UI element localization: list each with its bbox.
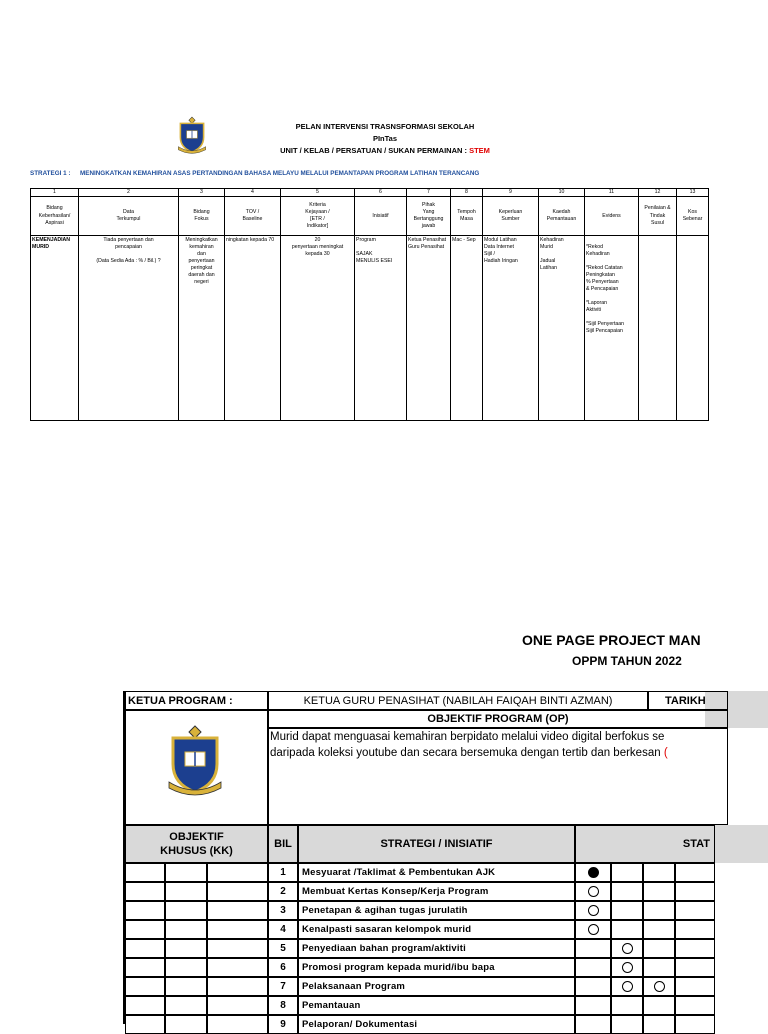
column-header: Kriteria Kejayaan / [ETR / Indikator] (281, 197, 355, 236)
status-cell (575, 939, 611, 958)
column-header: Inisiatif (355, 197, 407, 236)
strategi-label: STRATEGI 1 : (30, 170, 71, 177)
bil-cell: 5 (268, 939, 298, 958)
status-cell (643, 920, 675, 939)
empty-circle-icon (622, 981, 633, 992)
plan-table (30, 188, 709, 421)
status-cell (643, 901, 675, 920)
status-cell (611, 1015, 643, 1034)
kk-cell (125, 901, 165, 920)
status-cell (611, 882, 643, 901)
plan-cell: Kehadiran Murid Jadual Latihan (539, 236, 585, 421)
kk-cell (207, 977, 268, 996)
kk-cell (165, 958, 207, 977)
op-line-2-text: daripada koleksi youtube dan secara bersemuka dengan tertib dan berkesan (270, 747, 661, 759)
status-cell (643, 958, 675, 977)
op-line-2 (270, 745, 740, 761)
strategi-cell: Promosi program kepada murid/ibu bapa (298, 958, 575, 977)
status-cell (643, 882, 675, 901)
kk-cell (125, 920, 165, 939)
column-number: 7 (407, 189, 451, 197)
status-cell (675, 882, 715, 901)
column-header: Kos Sebenar (677, 197, 709, 236)
status-cell (575, 901, 611, 920)
plan-cell (639, 236, 677, 421)
status-cell (611, 920, 643, 939)
oppm-year: OPPM TAHUN 2022 (572, 654, 682, 668)
kk-cell (125, 863, 165, 882)
plan-cell: Meningkatkan kemahiran dan penyertaan peringkat daerah dan negeri (179, 236, 225, 421)
kk-cell (125, 958, 165, 977)
column-number: 2 (79, 189, 179, 197)
column-number: 4 (225, 189, 281, 197)
strategi-cell: Membuat Kertas Konsep/Kerja Program (298, 882, 575, 901)
column-number: 9 (483, 189, 539, 197)
status-cell (675, 1015, 715, 1034)
status-cell (643, 996, 675, 1015)
column-number: 11 (585, 189, 639, 197)
status-cell (675, 863, 715, 882)
status-cell (575, 882, 611, 901)
kk-cell (165, 863, 207, 882)
empty-circle-icon (588, 905, 599, 916)
column-header: TOV / Baseline (225, 197, 281, 236)
status-cell (611, 939, 643, 958)
kk-cell (125, 939, 165, 958)
plan-cell: ningkatan kepada 70 (225, 236, 281, 421)
filled-circle-icon (588, 867, 599, 878)
strategi-cell: Penetapan & agihan tugas jurulatih (298, 901, 575, 920)
plan-cell: Mac - Sep (451, 236, 483, 421)
status-cell (611, 863, 643, 882)
status-header: STAT (575, 825, 715, 863)
column-header: Penilaian & Tindak Susul (639, 197, 677, 236)
unit-value: STEM (469, 146, 490, 155)
empty-circle-icon (654, 981, 665, 992)
bil-cell: 6 (268, 958, 298, 977)
bil-cell: 1 (268, 863, 298, 882)
status-cell (575, 996, 611, 1015)
plan-cell: Modul Latihan Data Internet Sijil / Hadiah Iringan (483, 236, 539, 421)
column-number: 5 (281, 189, 355, 197)
column-number-row (31, 189, 709, 197)
bil-cell: 3 (268, 901, 298, 920)
strategi-cell: Pelaporan/ Dokumentasi (298, 1015, 575, 1034)
plan-unit-line (160, 146, 610, 155)
status-cell (675, 939, 715, 958)
plan-subtitle: PInTas (372, 134, 398, 143)
column-header: Kaedah Pemantauan (539, 197, 585, 236)
kk-cell (207, 901, 268, 920)
column-header: Bidang Fokus (179, 197, 225, 236)
status-cell (575, 863, 611, 882)
strategi-cell: Kenalpasti sasaran kelompok murid (298, 920, 575, 939)
plan-cell: KEMENJADIAN MURID (31, 236, 79, 421)
status-cell (643, 939, 675, 958)
column-header: Keperluan Sumber (483, 197, 539, 236)
plan-cell: *Rekod Kehadiran *Rekod Catatan Peningkatan % Penyertaan & Pencapaian *Laporan Aktiviti *Sijil Penyertaan Sijil Pencapaian (585, 236, 639, 421)
plan-cell: Tiada penyertaan dan pencapaian (Data Sedia Ada : % / Bil.) ? (79, 236, 179, 421)
kk-cell (165, 882, 207, 901)
column-number: 6 (355, 189, 407, 197)
plan-cell: 20 penyertaan meningkat kepada 30 (281, 236, 355, 421)
status-cell (575, 958, 611, 977)
column-header-row (31, 197, 709, 236)
strategi-header: STRATEGI / INISIATIF (298, 825, 575, 863)
strategi-text: MENINGKATKAN KEMAHIRAN ASAS PERTANDINGAN BAHASA MELAYU MELALUI PEMANTAPAN PROGRAM LATIHAN TERANCANG (80, 170, 480, 177)
status-cell (675, 958, 715, 977)
status-cell (675, 920, 715, 939)
oppm-sheet (123, 691, 710, 1030)
column-number: 10 (539, 189, 585, 197)
strategi-cell: Mesyuarat /Taklimat & Pembentukan AJK (298, 863, 575, 882)
kk-cell (165, 920, 207, 939)
kk-cell (207, 958, 268, 977)
status-cell (575, 977, 611, 996)
column-number: 3 (179, 189, 225, 197)
bil-cell: 2 (268, 882, 298, 901)
kk-header: OBJEKTIF KHUSUS (KK) (125, 825, 268, 863)
status-cell (643, 977, 675, 996)
bil-cell: 8 (268, 996, 298, 1015)
status-cell (575, 1015, 611, 1034)
column-header: Evidens (585, 197, 639, 236)
column-header: Data Terkumpul (79, 197, 179, 236)
kk-cell (207, 996, 268, 1015)
kk-cell (165, 977, 207, 996)
status-cell (611, 977, 643, 996)
op-line-1: Murid dapat menguasai kemahiran berpidato melalui video digital berfokus se (270, 731, 665, 743)
kk-cell (165, 901, 207, 920)
plan-data-row (31, 236, 709, 421)
tarikh-label: TARIKH (648, 691, 728, 710)
status-cell (643, 1015, 675, 1034)
op-header: OBJEKTIF PROGRAM (OP) (268, 710, 728, 728)
oppm-title: ONE PAGE PROJECT MAN (522, 632, 701, 648)
column-number: 8 (451, 189, 483, 197)
kk-cell (125, 882, 165, 901)
bil-cell: 7 (268, 977, 298, 996)
strategi-cell: Penyediaan bahan program/aktiviti (298, 939, 575, 958)
kk-cell (125, 977, 165, 996)
kk-cell (165, 939, 207, 958)
column-header: Pihak Yang Bertanggung jawab (407, 197, 451, 236)
op-text (270, 729, 740, 761)
plan-cell: Program SAJAK MENULIS ESEI (355, 236, 407, 421)
bil-header: BIL (268, 825, 298, 863)
status-cell (611, 901, 643, 920)
status-cell (675, 901, 715, 920)
kk-cell (207, 1015, 268, 1034)
school-crest-icon (165, 721, 225, 799)
column-header: Tempoh Masa (451, 197, 483, 236)
ketua-program-value: KETUA GURU PENASIHAT (NABILAH FAIQAH BINTI AZMAN) (268, 691, 648, 710)
column-number: 1 (31, 189, 79, 197)
op-line-2-red: ( (663, 747, 668, 759)
empty-circle-icon (622, 962, 633, 973)
bil-cell: 9 (268, 1015, 298, 1034)
empty-circle-icon (622, 943, 633, 954)
kk-cell (165, 996, 207, 1015)
status-cell (611, 996, 643, 1015)
kk-cell (207, 863, 268, 882)
plan-cell (677, 236, 709, 421)
kk-cell (207, 920, 268, 939)
status-cell (643, 863, 675, 882)
status-cell (675, 977, 715, 996)
strategi-cell: Pelaksanaan Program (298, 977, 575, 996)
empty-circle-icon (588, 886, 599, 897)
kk-cell (207, 939, 268, 958)
plan-title: PELAN INTERVENSI TRASNSFORMASI SEKOLAH (295, 122, 475, 131)
status-cell (611, 958, 643, 977)
status-cell (575, 920, 611, 939)
kk-cell (125, 996, 165, 1015)
column-number: 13 (677, 189, 709, 197)
kk-cell (125, 1015, 165, 1034)
unit-label: UNIT / KELAB / PERSATUAN / SUKAN PERMAINAN : (280, 146, 470, 155)
kk-cell (207, 882, 268, 901)
strategi-line (30, 170, 479, 177)
column-header: Bidang Keberhasilan/ Aspirasi (31, 197, 79, 236)
status-cell (675, 996, 715, 1015)
plan-cell: Ketua Penasihat Guru Penasihat (407, 236, 451, 421)
column-number: 12 (639, 189, 677, 197)
bil-cell: 4 (268, 920, 298, 939)
ketua-program-label: KETUA PROGRAM : (125, 691, 268, 710)
strategi-cell: Pemantauan (298, 996, 575, 1015)
kk-cell (165, 1015, 207, 1034)
empty-circle-icon (588, 924, 599, 935)
